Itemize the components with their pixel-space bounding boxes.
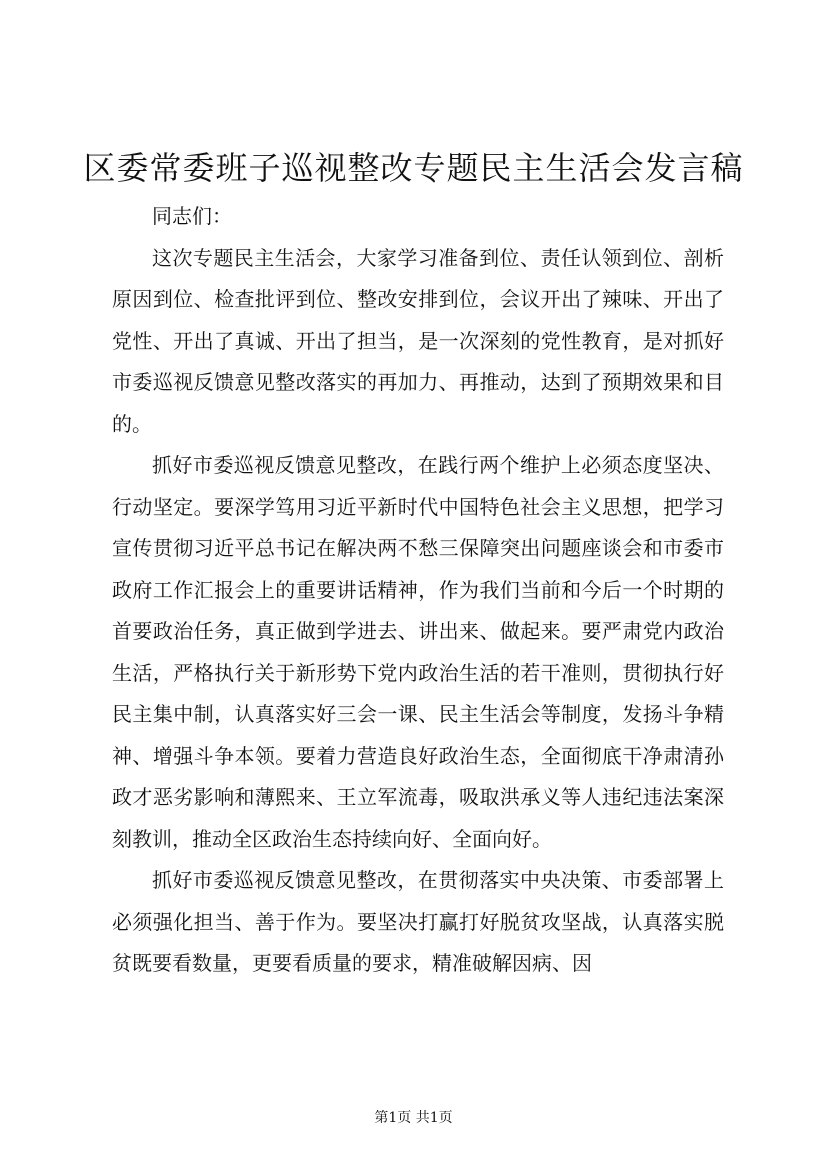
paragraph-3: 抓好市委巡视反馈意见整改，在贯彻落实中央决策、市委部署上必须强化担当、善于作为。要坚决打赢打好脱贫攻坚战，认真落实脱贫既要看数量，更要看质量的要求，精准破解因病、因 <box>112 868 724 975</box>
paragraph-2: 抓好市委巡视反馈意见整改，在践行两个维护上必须态度坚决、行动坚定。要深学笃用习近平新时代中国特色社会主义思想，把学习宣传贯彻习近平总书记在解决两不愁三保障突出问题座谈会和市委市政府工作汇报会上的重要讲话精神，作为我们当前和今后一个时期的首要政治任务，真正做到学进去、讲出来、做起来。要严肃党内政治生活，严格执行关于新形势下党内政治生活的若干准则，贯彻执行好民主集中制，认真落实好三会一课、民主生活会等制度，发扬斗争精神、增强斗争本领。要着力营造良好政治生态，全面彻底干净肃清孙政才恶劣影响和薄熙来、王立军流毒，吸取洪承义等人违纪违法案深刻教训，推动全区政治生态持续向好、全面向好。 <box>112 453 724 851</box>
page-footer: 第1页 共1页 <box>374 1110 453 1126</box>
salutation: 同志们： <box>152 204 232 228</box>
document-body <box>112 196 724 985</box>
paragraph-1: 这次专题民主生活会，大家学习准备到位、责任认领到位、剖析原因到位、检查批评到位、整改安排到位，会议开出了辣味、开出了党性、开出了真诚、开出了担当，是一次深刻的党性教育，是对抓好市委巡视反馈意见整改落实的再加力、再推动，达到了预期效果和目的。 <box>112 245 724 436</box>
document-title: 区委常委班子巡视整改专题民主生活会发言稿 <box>83 149 744 187</box>
